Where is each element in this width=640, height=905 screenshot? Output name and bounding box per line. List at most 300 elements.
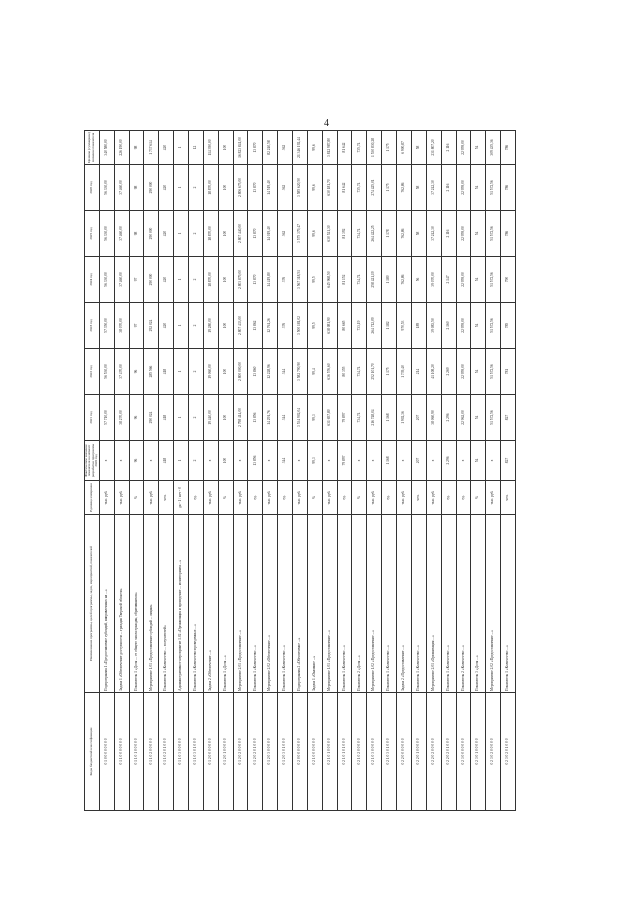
row-year-value: 290 000	[144, 257, 159, 303]
program-indicators-table	[84, 130, 516, 811]
table-row	[129, 131, 144, 811]
row-year-value: 14 519,40	[263, 165, 278, 211]
row-base-value: 96	[129, 441, 144, 481]
row-year-value: 2 803 879,00	[233, 257, 248, 303]
table-row	[218, 131, 233, 811]
row-code: 0 2 3 0 2 0 1 0 0 0	[501, 693, 516, 811]
row-year-value: 2	[189, 165, 204, 211]
row-target-value: 22 959,00	[456, 131, 471, 165]
row-year-value: 14 291,76	[263, 395, 278, 441]
row-unit: ед.	[441, 481, 456, 515]
row-year-value: 3 534 902,04	[293, 395, 308, 441]
row-year-value: 344	[278, 349, 293, 395]
row-code: 0 1 2 0 2 0 0 0 0 0	[233, 693, 248, 811]
row-year-value: 420	[159, 165, 174, 211]
row-year-value: 1 739,40	[397, 349, 412, 395]
row-unit: ед.	[382, 481, 397, 515]
row-year-value: 100	[218, 395, 233, 441]
row-year-value: 630 521,30	[322, 211, 337, 257]
row-base-value: 1 168	[382, 441, 397, 481]
table-row	[293, 131, 308, 811]
header-row	[85, 131, 100, 811]
table-row	[382, 131, 397, 811]
row-year-value: 99,5	[307, 257, 322, 303]
row-name: Задача 2 «Предоставление ...»	[397, 515, 412, 693]
row-year-value: 362	[278, 165, 293, 211]
row-target-value: 1 530 830,28	[367, 131, 382, 165]
row-year-value: 786	[501, 165, 516, 211]
row-year-value: 762,86	[397, 211, 412, 257]
table-row	[189, 131, 204, 811]
row-year-value: 645 968,50	[322, 257, 337, 303]
year-header: 2024 год	[85, 257, 100, 303]
row-unit: чел.	[411, 481, 426, 515]
row-year-value: 19 440,00	[203, 395, 218, 441]
row-year-value: 376	[278, 303, 293, 349]
row-target-value: 1	[174, 131, 189, 165]
row-name: Задача 2 «Обеспечение ...»	[203, 515, 218, 693]
row-year-value: 1 182	[382, 303, 397, 349]
row-year-value: 37 470,00	[114, 349, 129, 395]
row-year-value: 344	[278, 395, 293, 441]
row-name: Показатель 2 «Количество ...»	[456, 515, 471, 693]
row-year-value: 19 060,00	[203, 349, 218, 395]
row-year-value: 2 296	[441, 395, 456, 441]
row-year-value: 376	[278, 257, 293, 303]
row-code: 0 1 1 0 3 0 0 0 0 0	[174, 693, 189, 811]
row-year-value: 54	[471, 395, 486, 441]
row-name: Показатель 1 «Количество ...»	[382, 515, 397, 693]
row-unit: тыс. руб.	[293, 481, 308, 515]
row-year-value: 1 180	[382, 257, 397, 303]
row-name: Административное мероприятие 1.02 «Организация и проведение ... мониторинга ...»	[174, 515, 189, 693]
row-year-value: 786	[501, 211, 516, 257]
row-year-value: 80 355	[337, 349, 352, 395]
row-base-value: 207	[411, 441, 426, 481]
row-year-value: 56	[411, 257, 426, 303]
row-code: 0 1 1 0 3 0 1 0 0 0	[189, 693, 204, 811]
table-row	[114, 131, 129, 811]
row-year-value: 54	[471, 211, 486, 257]
row-target-value: 82 240,58	[263, 131, 278, 165]
row-target-value: 2 116	[441, 131, 456, 165]
row-year-value: 285 566	[144, 349, 159, 395]
table-row	[352, 131, 367, 811]
row-year-value: 630 181,70	[322, 165, 337, 211]
row-year-value: 1 175	[382, 349, 397, 395]
row-year-value: 99,5	[307, 303, 322, 349]
table-row	[263, 131, 278, 811]
row-code: 0 1 1 0 0 0 0 0 0 0	[114, 693, 129, 811]
row-code: 0 2 2 0 0 0 0 0 0 0	[397, 693, 412, 811]
row-code: 0 2 1 0 1 0 0 0 0 0	[322, 693, 337, 811]
row-code: 0 1 2 0 3 0 1 0 0 0	[278, 693, 293, 811]
row-year-value: 1	[174, 349, 189, 395]
table-row	[397, 131, 412, 811]
row-year-value: 2	[189, 211, 204, 257]
row-year-value: 100	[218, 349, 233, 395]
row-year-value: 57 710,00	[99, 395, 114, 441]
row-base-value: х	[397, 441, 412, 481]
row-year-value: 37 242,30	[426, 211, 441, 257]
row-name: Задача 1 «Обеспечение доступности ... граждан Тверской области»	[114, 515, 129, 693]
table-row	[486, 131, 501, 811]
row-year-value: 38 270,00	[114, 395, 129, 441]
row-name: Мероприятие 2.02 «Предоставление ...»	[486, 515, 501, 693]
row-code: 0 2 1 0 0 0 0 0 0 0	[307, 693, 322, 811]
row-unit: тыс. руб.	[144, 481, 159, 515]
row-year-value: 38 070,00	[114, 303, 129, 349]
row-base-value: 418	[159, 441, 174, 481]
table-row	[248, 131, 263, 811]
row-unit: %	[352, 481, 367, 515]
table-row	[337, 131, 352, 811]
row-year-value: 18 870,00	[203, 165, 218, 211]
row-name: Мероприятие 2.01 «Предоставление ...»	[233, 515, 248, 693]
row-base-value: х	[99, 441, 114, 481]
row-name: Показатель 1 «Количество ...»	[278, 515, 293, 693]
row-year-value: 56 330,00	[99, 257, 114, 303]
row-year-value: 37 460,00	[114, 211, 129, 257]
row-unit: тыс. руб.	[99, 481, 114, 515]
row-unit: тыс. руб.	[322, 481, 337, 515]
row-code: 0 2 2 0 1 0 0 0 0 0	[411, 693, 426, 811]
row-target-value: 16 823 841,00	[233, 131, 248, 165]
row-year-value: 13 870	[248, 257, 263, 303]
row-name: Показатель 1 «Количество ...»	[337, 515, 352, 693]
row-year-value: 420	[159, 211, 174, 257]
table-row	[174, 131, 189, 811]
row-unit: тыс. руб.	[233, 481, 248, 515]
row-year-value: 51 572,56	[486, 257, 501, 303]
row-year-value: 290 000	[144, 165, 159, 211]
row-year-value: 1 168	[382, 395, 397, 441]
row-unit: тыс. руб.	[367, 481, 382, 515]
row-year-value: 19 280,00	[203, 303, 218, 349]
row-year-value: 81 392	[337, 211, 352, 257]
row-year-value: 3 575 379,47	[293, 211, 308, 257]
row-target-value: 58	[411, 131, 426, 165]
row-code: 0 2 1 0 2 0 0 0 0 0	[352, 693, 367, 811]
row-unit: ед.	[278, 481, 293, 515]
row-target-value: 54	[471, 131, 486, 165]
row-year-value: 1	[174, 165, 189, 211]
row-name: Показатель 1 «Доля ...»	[218, 515, 233, 693]
row-year-value: 54	[471, 257, 486, 303]
row-year-value: 18 870,00	[203, 257, 218, 303]
row-year-value: 37 460,00	[114, 165, 129, 211]
row-unit: %	[471, 481, 486, 515]
row-year-value: 762,86	[397, 257, 412, 303]
row-year-value: 214	[411, 349, 426, 395]
row-code: 0 2 3 0 0 0 0 0 0 0	[456, 693, 471, 811]
row-year-value: 2 807 433,00	[233, 303, 248, 349]
row-base-value: х	[233, 441, 248, 481]
row-unit: тыс. руб.	[263, 481, 278, 515]
table-row	[99, 131, 114, 811]
row-unit: %	[218, 481, 233, 515]
row-unit: ед.	[337, 481, 352, 515]
row-year-value: 100	[218, 257, 233, 303]
row-base-value: х	[322, 441, 337, 481]
row-unit: чел.	[501, 481, 516, 515]
row-code: 0 1 2 0 1 0 0 0 0 0	[218, 693, 233, 811]
page-number: 4	[324, 118, 329, 129]
row-year-value: 970,53	[397, 303, 412, 349]
row-year-value: 13 860	[248, 349, 263, 395]
row-code: 0 2 2 0 2 0 0 0 0 0	[426, 693, 441, 811]
row-year-value: 54	[471, 349, 486, 395]
row-year-value: 733,19	[352, 303, 367, 349]
row-year-value: 1 178	[382, 211, 397, 257]
row-year-value: 81 152	[337, 257, 352, 303]
row-year-value: 51 572,56	[486, 165, 501, 211]
row-code: 0 2 3 0 2 0 0 0 0 0	[486, 693, 501, 811]
row-year-value: 13 870	[248, 211, 263, 257]
row-name: Показатель 1 «Количество ...»	[501, 515, 516, 693]
table-row	[501, 131, 516, 811]
row-target-value: 309 435,36	[486, 131, 501, 165]
row-name: Подпрограмма 1 «Предоставление субсидий, направленных на ...»	[99, 515, 114, 693]
row-year-value: 207	[411, 395, 426, 441]
row-base-value: 99,3	[307, 441, 322, 481]
row-name: Показатель 1 «Количество проведенных ...»	[189, 515, 204, 693]
row-base-value: х	[367, 441, 382, 481]
row-target-value: 1 737 614	[144, 131, 159, 165]
row-name: Показатель 3 «Доля ...»	[471, 515, 486, 693]
row-unit: тыс. руб.	[114, 481, 129, 515]
row-base-value: х	[486, 441, 501, 481]
row-name: Показатель 1 «Количество ...»	[248, 515, 263, 693]
row-year-value: 54	[471, 165, 486, 211]
row-year-value: 2 269	[441, 349, 456, 395]
row-year-value: 99,6	[307, 211, 322, 257]
row-code: 0 1 1 0 2 0 1 0 0 0	[159, 693, 174, 811]
row-unit: да - 1 / нет - 0	[174, 481, 189, 515]
row-base-value: 13 856	[248, 441, 263, 481]
row-target-value: 114 390,00	[203, 131, 218, 165]
row-target-value: 1 175	[382, 131, 397, 165]
row-year-value: 54	[471, 303, 486, 349]
row-year-value: 734,74	[352, 211, 367, 257]
row-target-value: 362	[278, 131, 293, 165]
year-header: 2026 год	[85, 165, 100, 211]
row-year-value: 2 806 675,00	[233, 165, 248, 211]
row-base-value: х	[203, 441, 218, 481]
row-year-value: 99,3	[307, 395, 322, 441]
row-year-value: 2	[189, 303, 204, 349]
table-row	[456, 131, 471, 811]
row-year-value: 14 419,80	[263, 257, 278, 303]
row-year-value: 290 000	[144, 211, 159, 257]
row-code: 0 1 1 0 1 0 0 0 0 0	[129, 693, 144, 811]
row-year-value: 96	[129, 395, 144, 441]
classification-header: Коды бюджетной классификации	[85, 693, 100, 811]
rotated-table-container	[84, 131, 516, 811]
row-target-value: 226 190,00	[114, 131, 129, 165]
row-target-value: 100	[218, 131, 233, 165]
row-year-value: 420	[159, 303, 174, 349]
table-row	[203, 131, 218, 811]
row-year-value: 292 024	[144, 303, 159, 349]
row-year-value: 252 101,70	[367, 349, 382, 395]
row-year-value: 100	[218, 211, 233, 257]
row-year-value: 631 657,80	[322, 395, 337, 441]
row-year-value: 2	[189, 395, 204, 441]
row-year-value: 22 959,00	[456, 211, 471, 257]
row-base-value: х	[293, 441, 308, 481]
row-year-value: 2 798 414,00	[233, 395, 248, 441]
row-year-value: 13 862	[248, 303, 263, 349]
row-code: 0 1 0 0 0 0 0 0 0 0	[99, 693, 114, 811]
row-base-value: 100	[218, 441, 233, 481]
row-name: Показатель 1 «Количество ...»	[411, 515, 426, 693]
row-year-value: 3 582 790,90	[293, 349, 308, 395]
row-year-value: 2 147	[441, 257, 456, 303]
row-target-value: 12	[189, 131, 204, 165]
row-code: 0 2 1 0 1 0 1 0 0 0	[337, 693, 352, 811]
table-row	[411, 131, 426, 811]
row-base-value: 2	[189, 441, 204, 481]
row-year-value: 51 572,56	[486, 395, 501, 441]
row-year-value: 734,74	[352, 349, 367, 395]
row-year-value: 22 959,00	[456, 165, 471, 211]
row-year-value: 1	[174, 257, 189, 303]
row-year-value: 2 116	[441, 165, 456, 211]
row-year-value: 1	[174, 303, 189, 349]
row-code: 0 2 2 0 2 0 1 0 0 0	[441, 693, 456, 811]
row-year-value: 18 870,00	[203, 211, 218, 257]
row-target-value: 98	[129, 131, 144, 165]
table-row	[307, 131, 322, 811]
row-year-value: 58	[411, 211, 426, 257]
row-base-value: х	[352, 441, 367, 481]
row-target-value: 3 812 987,80	[322, 131, 337, 165]
row-year-value: 2 116	[441, 211, 456, 257]
row-unit: тыс. руб.	[486, 481, 501, 515]
row-year-value: 785	[501, 303, 516, 349]
name-header: Наименование программы, целей программы, задач, мероприятий, показателей	[85, 515, 100, 693]
row-unit: ед.	[189, 481, 204, 515]
row-base-value: 2 296	[441, 441, 456, 481]
row-year-value: 2	[189, 349, 204, 395]
row-year-value: 41 108,20	[426, 349, 441, 395]
row-name: Показатель 2 «Доля ...»	[352, 515, 367, 693]
row-year-value: 57 350,00	[99, 303, 114, 349]
row-target-value: 735,74	[352, 131, 367, 165]
row-code: 0 1 2 0 3 0 0 0 0 0	[263, 693, 278, 811]
row-year-value: 22 959,00	[456, 303, 471, 349]
row-year-value: 51 572,56	[486, 211, 501, 257]
row-unit: ед.	[248, 481, 263, 515]
row-year-value: 98	[129, 211, 144, 257]
row-unit: %	[307, 481, 322, 515]
year-header: 2025 год	[85, 211, 100, 257]
row-year-value: 97	[129, 257, 144, 303]
row-year-value: 99,6	[307, 165, 322, 211]
row-year-value: 96	[129, 349, 144, 395]
row-name: Мероприятие 1.02 «Предоставление ...»	[367, 515, 382, 693]
row-name: Мероприятие 1.01 «Предоставление ...»	[322, 515, 337, 693]
row-year-value: 3 567 318,51	[293, 257, 308, 303]
row-year-value: 97	[129, 303, 144, 349]
row-base-value: х	[426, 441, 441, 481]
row-year-value: 38 060,90	[426, 395, 441, 441]
row-code: 0 2 3 0 1 0 0 0 0 0	[471, 693, 486, 811]
row-year-value: 735,74	[352, 165, 367, 211]
row-year-value: 290 024	[144, 395, 159, 441]
row-year-value: 734,74	[352, 257, 367, 303]
row-name: Показатель 1 «Доля ... от общего числа граждан, обратившихся»	[129, 515, 144, 693]
row-year-value: 264 712,09	[367, 303, 382, 349]
unit-header: Единица измерения	[85, 481, 100, 515]
row-base-value: х	[114, 441, 129, 481]
row-unit: ед.	[456, 481, 471, 515]
row-year-value: 56 530,00	[99, 349, 114, 395]
row-target-value: 99,6	[307, 131, 322, 165]
row-code: 0 1 2 0 0 0 0 0 0 0	[203, 693, 218, 811]
table-row	[233, 131, 248, 811]
row-year-value: 80 665	[337, 303, 352, 349]
row-year-value: 264 422,25	[367, 211, 382, 257]
row-unit: тыс. руб.	[397, 481, 412, 515]
row-year-value: 12 228,96	[263, 349, 278, 395]
row-year-value: 2 807 440,00	[233, 211, 248, 257]
row-year-value: 1	[174, 395, 189, 441]
row-year-value: 790	[501, 257, 516, 303]
row-year-value: 39 083,50	[426, 303, 441, 349]
row-year-value: 22 962,00	[456, 395, 471, 441]
row-base-value: 827	[501, 441, 516, 481]
target-header: Целевое (суммарное) значение показателя	[85, 131, 100, 165]
row-year-value: 418	[159, 395, 174, 441]
row-unit: чел.	[159, 481, 174, 515]
row-year-value: 827	[501, 395, 516, 441]
row-year-value: 362	[278, 211, 293, 257]
row-year-value: 79 897	[337, 395, 352, 441]
row-year-value: 51 572,56	[486, 349, 501, 395]
row-year-value: 81 642	[337, 165, 352, 211]
row-year-value: 13 856	[248, 395, 263, 441]
row-target-value: 340 580,00	[99, 131, 114, 165]
row-year-value: 1	[174, 211, 189, 257]
row-code: 0 1 2 0 2 0 1 0 0 0	[248, 693, 263, 811]
row-year-value: 51 572,56	[486, 303, 501, 349]
row-target-value: 21 346 192,44	[293, 131, 308, 165]
row-name: Подпрограмма 2 «Обеспечение ...»	[293, 515, 308, 693]
row-code: 0 2 1 0 3 0 1 0 0 0	[382, 693, 397, 811]
table-row	[367, 131, 382, 811]
table-row	[426, 131, 441, 811]
row-year-value: 58	[411, 165, 426, 211]
row-year-value: 420	[159, 257, 174, 303]
table-row	[144, 131, 159, 811]
row-year-value: 22 959,00	[456, 349, 471, 395]
row-year-value: 418	[159, 349, 174, 395]
row-year-value: 2	[189, 257, 204, 303]
row-year-value: 98	[129, 165, 144, 211]
row-year-value: 189	[411, 303, 426, 349]
row-name: Показатель 1 «Количество ... получателей»	[159, 515, 174, 693]
row-target-value: 786	[501, 131, 516, 165]
row-year-value: 762,86	[397, 165, 412, 211]
row-base-value: 54	[471, 441, 486, 481]
row-year-value: 216 748,04	[367, 395, 382, 441]
base-value-header: Фактическое значение показателя на момент разработки программы 2020 год	[85, 441, 100, 481]
row-target-value: 420	[159, 131, 174, 165]
row-year-value: 56 330,00	[99, 165, 114, 211]
row-year-value: 37 242,30	[426, 165, 441, 211]
